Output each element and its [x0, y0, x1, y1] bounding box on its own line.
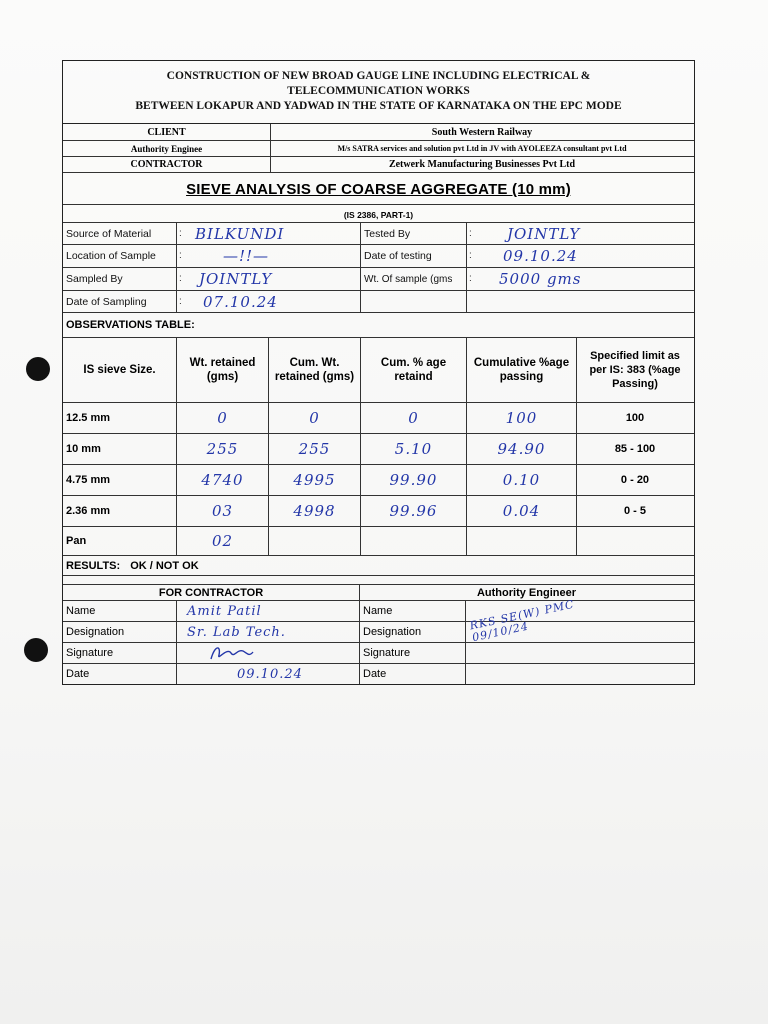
cum-wt-retained: 4998: [293, 502, 336, 520]
results-value: OK / NOT OK: [130, 559, 199, 572]
cum-pct-retained: 5.10: [394, 440, 433, 458]
header-line-1: CONSTRUCTION OF NEW BROAD GAUGE LINE INCLUDING ELECTRICAL &: [166, 70, 591, 82]
date-testing-label: Date of testing: [361, 245, 467, 267]
contractor-signature: [177, 643, 360, 663]
spec-limit: 0 - 5: [623, 505, 646, 517]
cum-wt-retained: 4995: [293, 471, 336, 489]
col-header-passing: Cumulative %age passing: [467, 338, 577, 402]
date-sampling-label: Date of Sampling: [63, 291, 177, 312]
standard-reference: (IS 2386, PART-1): [63, 205, 694, 223]
cum-wt-retained: 255: [298, 440, 331, 458]
spec-limit: 85 - 100: [614, 443, 656, 455]
table-row: [63, 434, 694, 465]
client-label: CLIENT: [63, 124, 271, 140]
designation-label: Designation: [63, 622, 177, 642]
wt-retained: 02: [211, 532, 234, 550]
wt-sample-field: [467, 268, 693, 290]
authority-engineer-heading: Authority Engineer: [476, 586, 576, 599]
contractor-designation: Sr. Lab Tech.: [187, 624, 286, 640]
wt-retained: 255: [206, 440, 239, 458]
cum-pct-passing: 100: [505, 409, 538, 427]
table-row: [63, 527, 694, 555]
wt-sample-value: : 5000 gms: [499, 270, 582, 288]
test-report-form: [62, 60, 695, 685]
parties-block: [63, 124, 694, 173]
name-label: Name: [63, 601, 177, 621]
date-label: Date: [63, 664, 177, 684]
empty-cell: [361, 291, 467, 312]
project-header: [63, 61, 694, 124]
tested-field: [467, 223, 693, 244]
source-label: Source of Material: [63, 223, 177, 244]
results-row: [63, 556, 694, 576]
sieve-size: Pan: [63, 527, 177, 555]
col-header-cum-wt: Cum. Wt. retained (gms): [269, 338, 361, 402]
sieve-size: 10 mm: [63, 434, 177, 464]
sampled-field: [177, 268, 361, 290]
col-header-sieve: IS sieve Size.: [63, 338, 177, 402]
sample-details: [63, 223, 694, 313]
signature-label: Signature: [360, 643, 466, 663]
date-sampling-field: [177, 291, 361, 312]
date-testing-field: [467, 245, 693, 267]
wt-retained: 4740: [201, 471, 244, 489]
location-value: : —!!—: [223, 247, 270, 265]
punch-hole-top: [26, 357, 50, 381]
sieve-table: [63, 338, 694, 556]
authority-engineer-label: Authority Enginee: [63, 141, 271, 156]
empty-cell: [467, 291, 693, 312]
sieve-size: 4.75 mm: [63, 465, 177, 495]
spec-limit: [577, 527, 693, 555]
signoff-block: [63, 585, 694, 684]
client-value: South Western Railway: [431, 126, 533, 138]
wt-retained: 03: [211, 502, 234, 520]
tested-value: : JOINTLY: [507, 224, 581, 243]
cum-pct-retained: 99.90: [389, 471, 438, 489]
col-header-wt-retained: Wt. retained (gms): [177, 338, 269, 402]
contractor-name: Amit Patil: [187, 603, 262, 619]
location-label: Location of Sample: [63, 245, 177, 267]
signature-scribble-icon: [207, 643, 257, 663]
punch-hole-bottom: [24, 638, 48, 662]
cum-pct-passing: 0.10: [502, 471, 541, 489]
cum-pct-retained: 99.96: [389, 502, 438, 520]
signature-label: Signature: [63, 643, 177, 663]
engineer-date-field: [466, 664, 693, 684]
header-line-2: TELECOMMUNICATION WORKS: [287, 85, 470, 97]
wt-sample-label: Wt. Of sample (gms: [361, 268, 467, 290]
date-sampling-value: : 07.10.24: [203, 292, 278, 311]
contractor-label: CONTRACTOR: [63, 157, 271, 172]
results-label: RESULTS:: [66, 559, 121, 572]
cum-pct-passing: 94.90: [497, 440, 546, 458]
sampled-label: Sampled By: [63, 268, 177, 290]
location-field: [177, 245, 361, 267]
cum-pct-retained: 0: [408, 409, 419, 427]
source-field: [177, 223, 361, 244]
name-label: Name: [360, 601, 466, 621]
contractor-value: Zetwerk Manufacturing Businesses Pvt Ltd: [388, 159, 576, 170]
cum-pct-passing: 0.04: [502, 502, 541, 520]
source-value: : BILKUNDI: [195, 224, 285, 243]
report-title: SIEVE ANALYSIS OF COARSE AGGREGATE (10 mm): [63, 173, 694, 205]
sampled-value: : JOINTLY: [199, 270, 273, 288]
observations-title: OBSERVATIONS TABLE:: [63, 313, 694, 338]
table-row: [63, 465, 694, 496]
spec-limit: 0 - 20: [620, 474, 650, 486]
col-header-cum-pct: Cum. % age retaind: [361, 338, 467, 402]
table-row: [63, 496, 694, 527]
cum-wt-retained: 0: [309, 409, 320, 427]
table-row: [63, 403, 694, 434]
spacer: [63, 576, 694, 585]
table-header-row: [63, 338, 694, 403]
tested-label: Tested By: [361, 223, 467, 244]
date-testing-value: : 09.10.24: [503, 247, 578, 265]
engineer-stamp: RKS SE(W) PMC 09/10/24: [468, 597, 576, 645]
wt-retained: 0: [217, 409, 228, 427]
spec-limit: 100: [625, 412, 645, 424]
authority-engineer-value: M/s SATRA services and solution pvt Ltd in JV with AYOLEEZA consultant pvt Ltd: [337, 144, 627, 153]
header-line-3: BETWEEN LOKAPUR AND YADWAD IN THE STATE OF KARNATAKA ON THE EPC MODE: [135, 100, 622, 112]
contractor-date: 09.10.24: [237, 666, 303, 682]
date-label: Date: [360, 664, 466, 684]
col-header-spec-limit: Specified limit as per IS: 383 (%age Passing): [589, 350, 681, 390]
sieve-size: 2.36 mm: [63, 496, 177, 526]
sieve-size: 12.5 mm: [63, 403, 177, 433]
contractor-heading: FOR CONTRACTOR: [63, 585, 360, 600]
engineer-signature-field: [466, 643, 693, 663]
designation-label: Designation: [360, 622, 466, 642]
